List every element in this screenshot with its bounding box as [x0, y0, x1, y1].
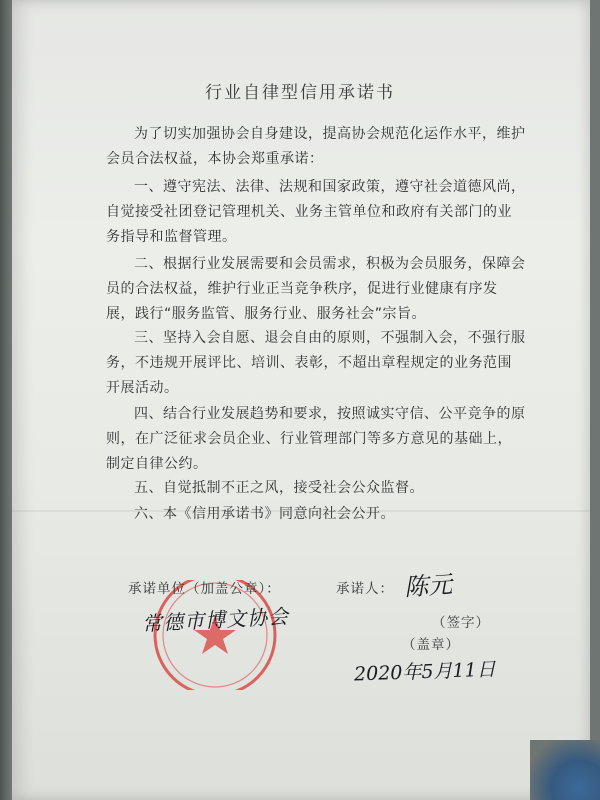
handwritten-date: 2020年5月11日	[353, 658, 497, 686]
paragraph-item-3: 三、坚持入会自愿、退会自由的原则，不强制入会，不强行服务，不违规开展评比、培训、表彰，不超出章程规定的业务范围开展活动。	[106, 330, 526, 396]
seal-label: （盖章）	[402, 637, 460, 653]
paragraph-intro: 为了切实加强协会自身建设，提高协会规范化运作水平，维护会员合法权益，本协会郑重承诺：	[106, 126, 526, 167]
paragraph-item-5: 五、自觉抵制不正之风，接受社会公众监督。	[134, 480, 424, 496]
paragraph-item-1: 一、遵守宪法、法律、法规和国家政策，遵守社会道德风尚，自觉接受社团登记管理机关、业务主管单位和政府有关部门的业务指导和监督管理。	[106, 179, 526, 245]
desk-object-bottom-right	[530, 740, 600, 800]
paragraph-item-2: 二、根据行业发展需要和会员需求，积极为会员服务，保障会员的合法权益，维护行业正当竞争秩序，促进行业健康有序发展，践行“服务监管、服务行业、服务社会”宗旨。	[106, 256, 526, 322]
document-title: 行业自律型信用承诺书	[205, 83, 395, 103]
commitment-unit-label: 承诺单位（加盖公章）：	[128, 581, 281, 597]
paragraph-item-6: 六、本《信用承诺书》同意向社会公开。	[134, 506, 395, 522]
commitment-person-label: 承诺人：	[336, 581, 394, 597]
handwritten-signature: 陈元	[403, 570, 454, 602]
handwritten-unit-name: 常德市博文协会	[141, 604, 290, 636]
signature-label: （签字）	[432, 615, 490, 631]
paragraph-item-4: 四、结合行业发展趋势和要求，按照诚实守信、公平竞争的原则，在广泛征求会员企业、行业管理部门等多方意见的基础上，制定自律公约。	[106, 406, 526, 472]
